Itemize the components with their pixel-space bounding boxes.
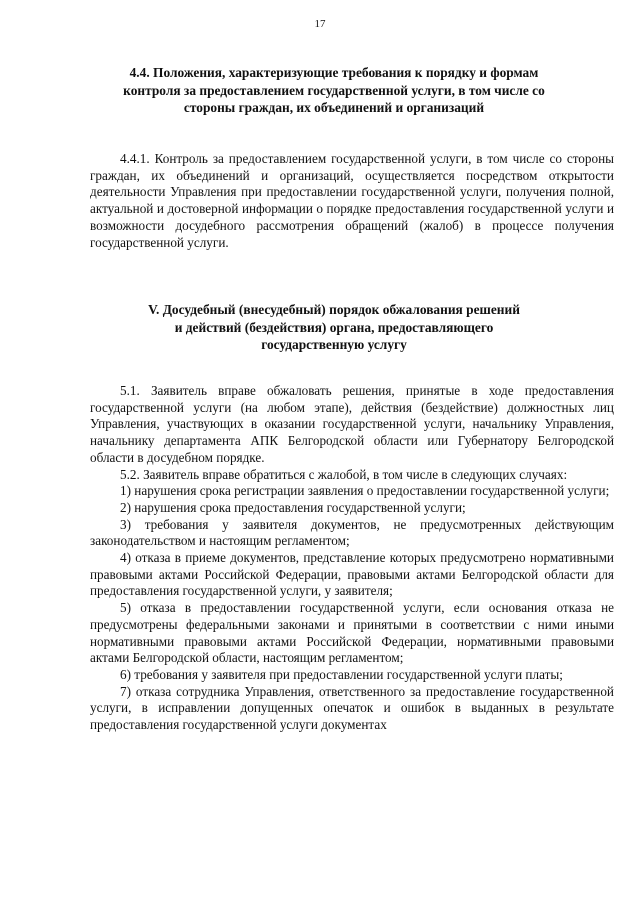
heading-line: 4.4. Положения, характеризующие требования к порядку и формам [129, 65, 539, 80]
list-item-3: 3) требования у заявителя документов, не предусмотренных действующим законодательством и настоящим регламентом; [90, 516, 614, 549]
heading-line: V. Досудебный (внесудебный) порядок обжалования решений [148, 302, 520, 317]
section-5-body [90, 383, 614, 734]
section-4-4-body [90, 151, 614, 251]
list-item-2: 2) нарушения срока предоставления государственной услуги; [120, 499, 466, 515]
page-number: 17 [314, 18, 326, 30]
list-item-4: 4) отказа в приеме документов, представление которых предусмотрено нормативными правовыми актами Российской Федерации, правовыми актами Белгородской области для предоставления государственной услуги, у заявителя; [90, 550, 614, 599]
section-5-heading [88, 301, 580, 354]
list-item-5: 5) отказа в предоставлении государственной услуги, если основания отказа не предусмотрены федеральными законами и принятыми в соответствии с ними иными нормативными правовыми актами Российской Федерации, нормативными правовыми актами Белгородской области, настоящим регламентом; [90, 600, 614, 666]
paragraph-5-1: 5.1. Заявитель вправе обжаловать решения, принятые в ходе предоставления государственной услуги (на любом этапе), действия (бездействие) должностных лиц Управления, участвующих в оказании государственной услуги, начальнику Управления, начальнику департамента АПК Белгородской области или Губернатору Белгородской области в досудебном порядке. [90, 383, 614, 465]
list-item-6: 6) требования у заявителя при предоставлении государственной услуги платы; [120, 666, 563, 682]
heading-line: и действий (бездействия) органа, предоставляющего [174, 319, 494, 335]
list-item-1: 1) нарушения срока регистрации заявления о предоставлении государственной услуги; [120, 483, 610, 499]
heading-line: государственную услугу [261, 337, 407, 352]
paragraph-4-4-1: 4.4.1. Контроль за предоставлением государственной услуги, в том числе со стороны граждан, их объединений и организаций, осуществляется посредством открытости деятельности Управления при предоставлении государственной услуги, получения полной, актуальной и достоверной информации о порядке предоставления государственной услуги и возможности досудебного рассмотрения обращений (жалоб) в процессе получения государственной услуги. [90, 151, 614, 250]
heading-line: стороны граждан, их объединений и организаций [183, 100, 485, 115]
paragraph-5-2: 5.2. Заявитель вправе обратиться с жалобой, в том числе в следующих случаях: [120, 466, 568, 482]
list-item-7: 7) отказа сотрудника Управления, ответственного за предоставление государственной услуги, в исправлении допущенных опечаток и ошибок в выданных в результате предоставления государственной услуги документах [90, 683, 614, 733]
section-4-4-heading [88, 64, 580, 117]
heading-line: контроля за предоставлением государственной услуги, в том числе со [123, 82, 545, 98]
